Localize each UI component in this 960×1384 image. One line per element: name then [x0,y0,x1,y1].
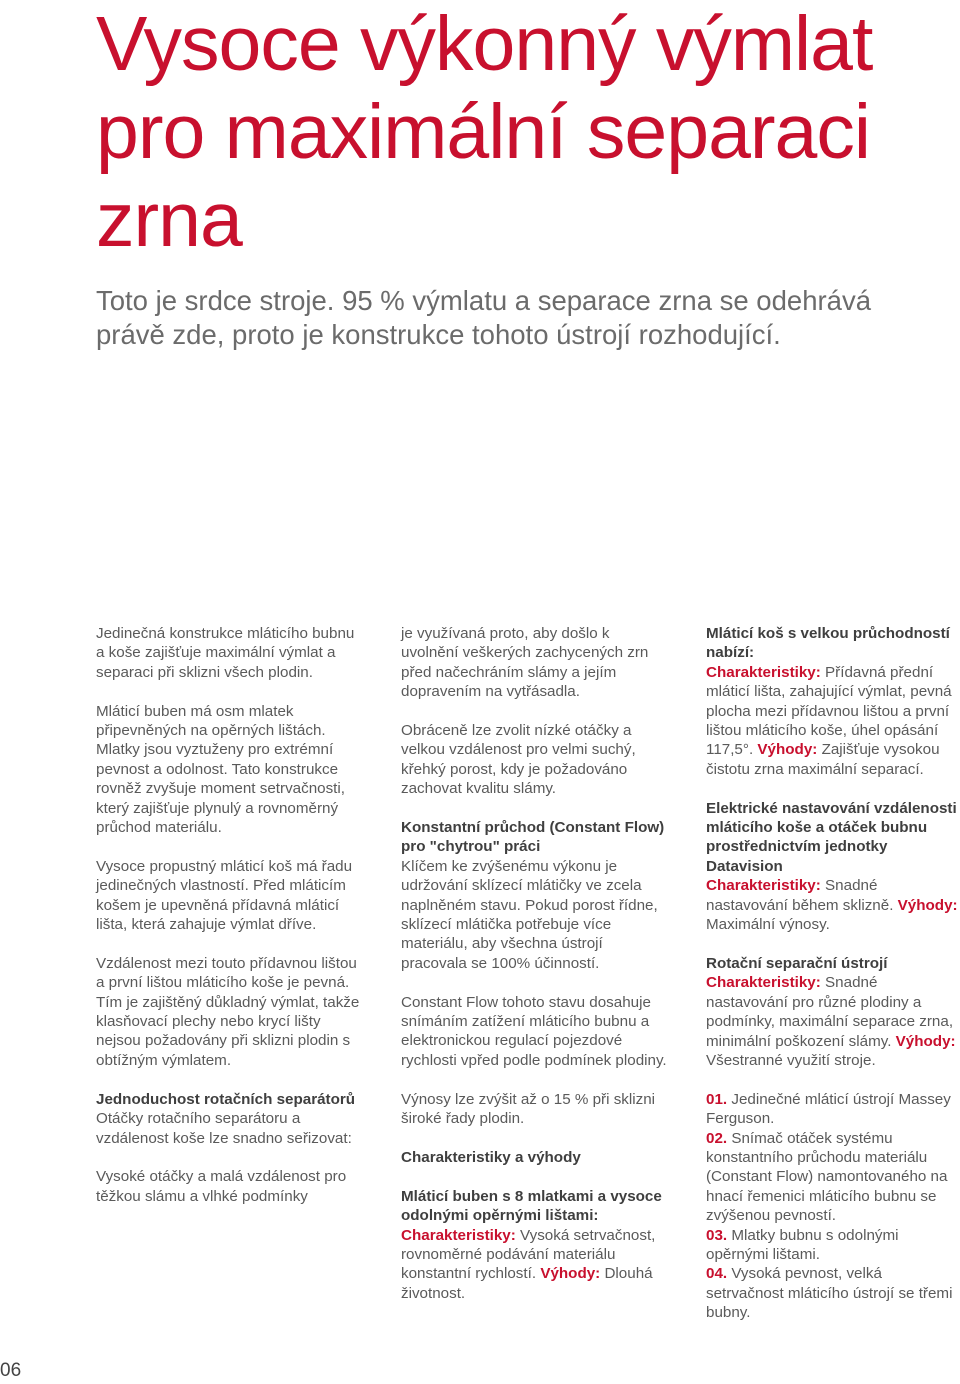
paragraph: Vysoké otáčky a malá vzdálenost pro těžkou slámu a vlhké podmínky [96,1168,347,1205]
numbered-list [706,1090,960,1323]
column-3 [706,624,960,1323]
text: Před mláticím košem je upevněná přídavná mláticí lišta, která zahajuje výmlat dříve. [96,877,346,934]
text: Klíčem ke zvýšenému výkonu je udržování sklízecí mlátičky ve zcela naplněném stavu. [401,857,642,914]
section-heading: Konstantní průchod (Constant Flow) pro "chytrou" práci [401,819,665,856]
column-2 [401,624,671,1303]
list-number: 04. [706,1265,728,1283]
text: Pokud porost řídne, sklízecí mlátička potřebuje více materiálu, aby všechna ústrojí pracovala se 100% účinností. [401,896,658,972]
paragraph: Jedinečná konstrukce mláticího bubnu a koše zajišťuje maximální výmlat a separaci při sklizni všech plodin. [96,625,355,681]
advantages-text: Všestranné využití stroje. [706,1051,876,1069]
paragraph: Obráceně lze zvolit nízké otáčky a velkou vzdálenost pro velmi suchý, křehký porost, kdy je požadováno zachovat kvalitu slámy. [401,722,636,798]
advantages-label: Výhody: [897,896,958,914]
paragraph [96,954,361,1070]
characteristics-text: Přídavná přední mláticí lišta, zahajující výmlat, pevná plocha mezi přídavnou lištou a první lištou mláticího koše, úhel opásání 117,5°. [706,663,952,759]
characteristics-label: Charakteristiky: [706,663,821,681]
text: Mlatky jsou vyztuženy pro extrémní pevnost a odolnost. Tato konstrukce rovněž zvyšuje moment setrvačnosti, který zajišťuje plynulý a rovnoměrný průchod materiálu. [96,741,345,837]
list-number: 03. [706,1226,728,1244]
paragraph [96,702,361,838]
advantages-label: Výhody: [540,1265,601,1283]
paragraph: je využívaná proto, aby došlo k uvolnění veškerých zachycených zrn před načechráním slámy a jejím dopravením na vytřásadla. [401,625,649,701]
list-item-text: Jedinečné mláticí ústrojí Massey Ferguson. [706,1090,951,1128]
feature-block [706,799,960,935]
intro-text: Toto je srdce stroje. 95 % výmlatu a separace zrna se odehrává právě zde, proto je konstrukce tohoto ústrojí rozhodující. [96,285,871,350]
feature-block [706,624,960,779]
list-item-text: Snímač otáček systému konstantního průchodu materiálu (Constant Flow) namontovaného na hnací řemenici mláticího bubnu se zvýšenou pevností. [706,1129,948,1225]
column-1 [96,624,361,1206]
advantages-text: Zajišťuje vysokou čistotu zrna maximální separací. [706,741,940,778]
list-number: 02. [706,1129,728,1147]
feature-heading: Mláticí koš s velkou průchodností nabízí: [706,625,950,662]
text: Mláticí buben má osm mlatek připevněných na opěrných lištách. [96,702,326,740]
paragraph [96,857,361,935]
advantages-text: Maximální výnosy. [706,916,830,934]
section-heading: Charakteristiky a výhody [401,1148,581,1166]
list-item-text: Vysoká pevnost, velká setrvačnost mláticího ústrojí se třemi bubny. [706,1265,953,1322]
list-number: 01. [706,1090,728,1108]
page-number: 06 [0,1360,22,1381]
text: Vysoce propustný mláticí koš má řadu jedinečných vlastností. [96,857,353,895]
feature-block [401,1187,671,1303]
text: Vzdálenost mezi touto přídavnou lištou a první lištou mláticího koše je pevná. [96,954,357,992]
paragraph: Výnosy lze zvýšit až o 15 % při sklizni široké řady plodin. [401,1090,656,1128]
advantages-text: Dlouhá životnost. [401,1265,653,1302]
characteristics-text: Vysoká setrvačnost, rovnoměrné podávání materiálu konstantní rychlostí. [401,1226,656,1283]
text: Otáčky rotačního separátoru a vzdálenost koše lze snadno seřizovat: [96,1110,352,1147]
text: Tím je zajištěný důkladný výmlat, takže klasňovací plechy nebo krycí lišty nejsou požadovány při sklizni plodin s obtížným výmlatem. [96,993,360,1069]
feature-heading: Mláticí buben s 8 mlatkami a vysoce odolnými opěrnými lištami: [401,1187,662,1225]
page-title: Vysoce výkonný výmlat pro maximální separaci zrna [96,1,873,263]
section [96,1090,361,1148]
list-item-text: Mlatky bubnu s odolnými opěrnými lištami. [706,1226,899,1263]
feature-heading: Rotační separační ústrojí [706,954,888,972]
characteristics-text: Snadné nastavování pro různé plodiny a podmínky, maximální separace zrna, minimální poškození slámy. [706,974,954,1050]
characteristics-label: Charakteristiky: [401,1226,516,1244]
section [401,818,671,973]
characteristics-label: Charakteristiky: [706,974,821,992]
characteristics-label: Charakteristiky: [706,877,821,895]
characteristics-text: Snadné nastavování během sklizně. [706,877,894,914]
paragraph: Constant Flow tohoto stavu dosahuje snímáním zatížení mláticího bubnu a elektronickou regulací pojezdové rychlosti vpřed podle podmínek plodiny. [401,993,667,1069]
feature-block [706,954,960,1070]
feature-heading: Elektrické nastavování vzdálenosti mláticího koše a otáček bubnu prostřednictvím jednotky Datavision [706,799,957,875]
advantages-label: Výhody: [895,1032,956,1050]
advantages-label: Výhody: [757,741,818,759]
section-heading: Jednoduchost rotačních separátorů [96,1090,356,1108]
